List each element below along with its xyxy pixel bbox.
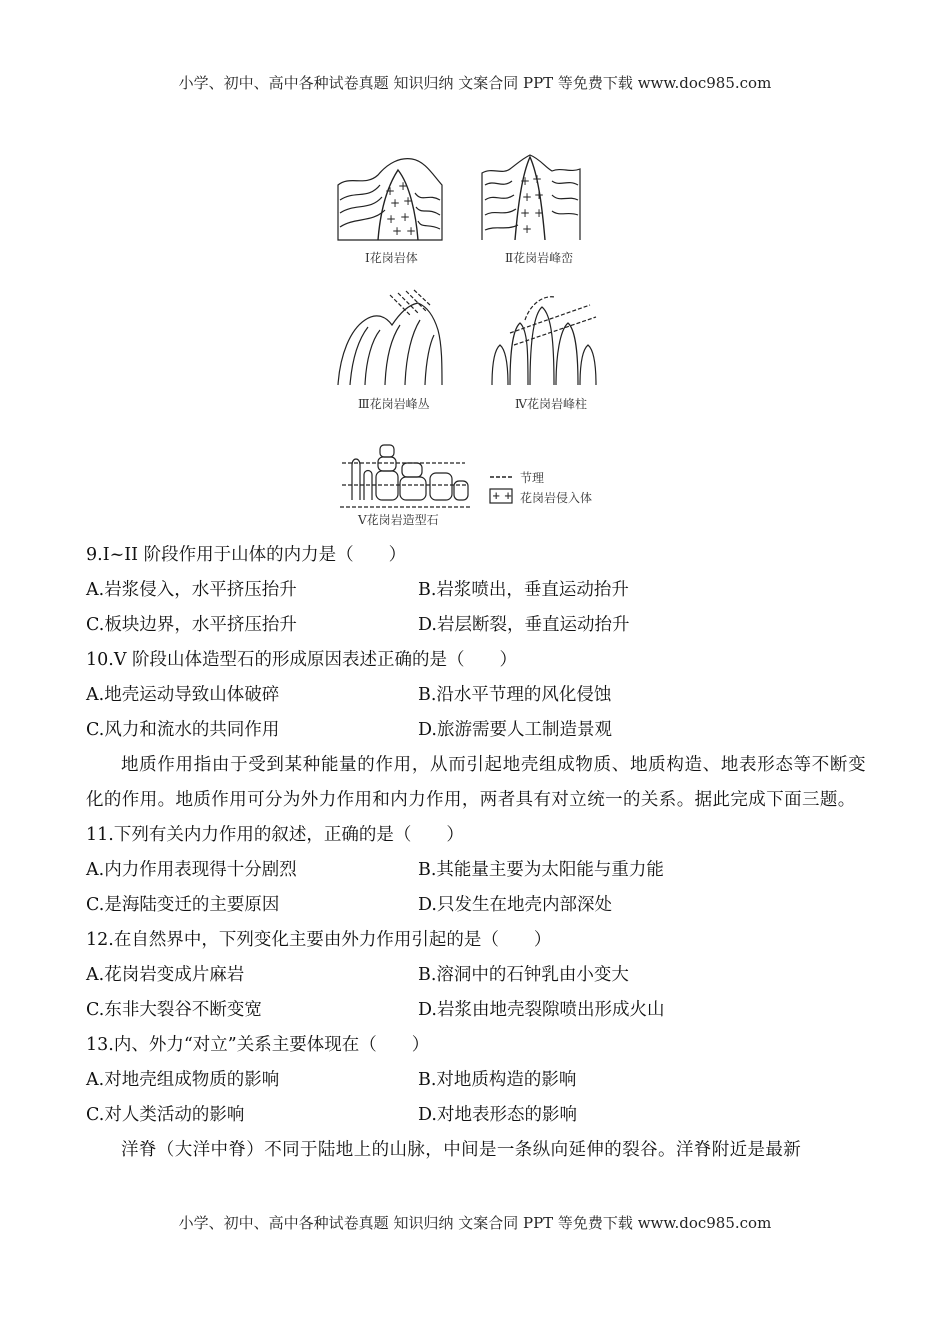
options-row xyxy=(86,678,866,713)
legend-joint-label: 节理 xyxy=(520,471,545,485)
svg-text:+: + xyxy=(403,194,414,208)
options-row xyxy=(86,1098,866,1133)
options-row xyxy=(86,573,866,608)
page-footer: 小学、初中、高中各种试卷真题 知识归纳 文案合同 PPT 等免费下载 www.doc985.com xyxy=(178,1214,772,1232)
svg-text:+: + xyxy=(522,222,533,236)
options-row xyxy=(86,958,866,993)
svg-text:+: + xyxy=(400,210,411,224)
svg-text:+: + xyxy=(520,174,531,188)
question-stem: 11.下列有关内力作用的叙述，正确的是（ ） xyxy=(86,825,464,845)
legend-granite-label: 花岗岩侵入体 xyxy=(520,491,593,505)
sketch-granite-peak-cluster xyxy=(338,290,442,385)
option-b: B.溶洞中的石钟乳由小变大 xyxy=(418,965,629,985)
option-d: D.岩层断裂，垂直运动抬升 xyxy=(418,615,630,635)
option-c: C.是海陆变迁的主要原因 xyxy=(86,895,280,915)
question-stem: 12.在自然界中，下列变化主要由外力作用引起的是（ ） xyxy=(86,930,552,950)
options-row xyxy=(86,1063,866,1098)
svg-text:+: + xyxy=(390,196,401,210)
page-header: 小学、初中、高中各种试卷真题 知识归纳 文案合同 PPT 等免费下载 www.doc985.com xyxy=(178,74,772,92)
svg-text:+: + xyxy=(534,188,545,202)
svg-text:+: + xyxy=(392,224,403,238)
option-a: A.内力作用表现得十分剧烈 xyxy=(86,860,297,880)
svg-text:+: + xyxy=(385,184,396,198)
option-a: A.花岗岩变成片麻岩 xyxy=(86,965,245,985)
granite-evolution-figure xyxy=(330,145,630,530)
svg-text:+: + xyxy=(532,172,543,186)
options-row xyxy=(86,713,866,748)
option-b: B.岩浆喷出，垂直运动抬升 xyxy=(418,580,629,600)
caption-stage-5: Ⅴ花岗岩造型石 xyxy=(358,513,439,527)
caption-stage-3: Ⅲ花岗岩峰丛 xyxy=(358,397,430,411)
svg-text:+: + xyxy=(398,179,409,193)
option-d: D.岩浆由地壳裂隙喷出形成火山 xyxy=(418,1000,665,1020)
sketch-granite-pillars xyxy=(492,297,596,385)
option-b: B.其能量主要为太阳能与重力能 xyxy=(418,860,664,880)
svg-text:+: + xyxy=(406,224,417,238)
option-a: A.地壳运动导致山体破碎 xyxy=(86,685,280,705)
caption-stage-1: Ⅰ花岗岩体 xyxy=(365,251,418,265)
legend-granite-glyph: + + xyxy=(492,491,513,502)
sketch-granite-body xyxy=(338,159,442,240)
options-row xyxy=(86,853,866,888)
caption-stage-2: Ⅱ花岗岩峰峦 xyxy=(505,251,574,265)
sketch-granite-peaks xyxy=(482,155,580,240)
options-row xyxy=(86,888,866,923)
question-stem: 10.V 阶段山体造型石的形成原因表述正确的是（ ） xyxy=(86,650,518,670)
option-d: D.对地表形态的影响 xyxy=(418,1105,577,1125)
option-a: A.岩浆侵入，水平挤压抬升 xyxy=(86,580,297,600)
option-a: A.对地壳组成物质的影响 xyxy=(86,1070,280,1090)
figure-drawings xyxy=(330,145,630,530)
option-d: D.只发生在地壳内部深处 xyxy=(418,895,612,915)
caption-stage-4: Ⅳ花岗岩峰柱 xyxy=(515,397,587,411)
passage-mid-ocean-ridge: 洋脊（大洋中脊）不同于陆地上的山脉，中间是一条纵向延伸的裂谷。洋脊附近是最新 xyxy=(121,1140,802,1160)
options-row xyxy=(86,993,866,1028)
question-stem: 13.内、外力“对立”关系主要体现在（ ） xyxy=(86,1035,430,1055)
option-b: B.沿水平节理的风化侵蚀 xyxy=(418,685,612,705)
option-c: C.东非大裂谷不断变宽 xyxy=(86,1000,262,1020)
option-c: C.风力和流水的共同作用 xyxy=(86,720,280,740)
options-row xyxy=(86,608,866,643)
question-section xyxy=(86,538,866,1168)
option-d: D.旅游需要人工制造景观 xyxy=(418,720,612,740)
option-b: B.对地质构造的影响 xyxy=(418,1070,577,1090)
passage-geological-processes: 地质作用指由于受到某种能量的作用，从而引起地壳组成物质、地质构造、地表形态等不断变化的作用。地质作用可分为外力作用和内力作用，两者具有对立统一的关系。据此完成下面三题。 xyxy=(86,755,866,810)
sketch-granite-shaped-rocks xyxy=(340,445,470,507)
question-stem: 9.I~II 阶段作用于山体的内力是（ ） xyxy=(86,545,407,565)
svg-text:+: + xyxy=(520,206,531,220)
svg-text:+: + xyxy=(534,206,545,220)
svg-text:+: + xyxy=(522,190,533,204)
option-c: C.板块边界，水平挤压抬升 xyxy=(86,615,297,635)
svg-text:+: + xyxy=(386,212,397,226)
option-c: C.对人类活动的影响 xyxy=(86,1105,245,1125)
